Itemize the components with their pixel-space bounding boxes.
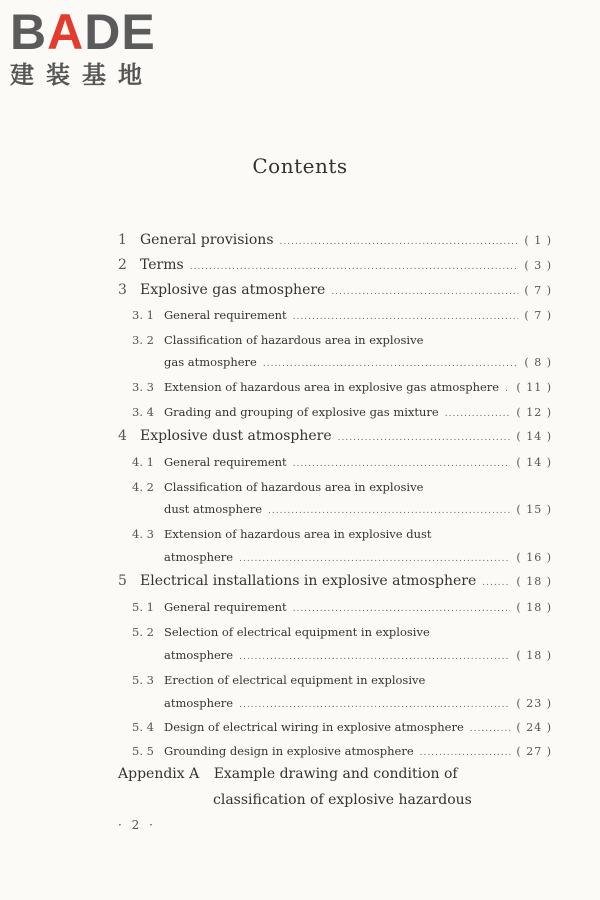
toc-entry-4-1[interactable]: 4. 1 General requirement ..... ( 14 ): [132, 455, 552, 469]
leader-dots: [280, 237, 519, 247]
toc-entry-2[interactable]: 2 Terms ..... ( 3 ): [118, 257, 552, 273]
toc-entry-4-3[interactable]: 4. 3 Extension of hazardous area in explosive dust: [132, 527, 432, 541]
leader-dots: [445, 409, 511, 419]
toc-entry-5-3[interactable]: 5. 3 Erection of electrical equipment in explosive: [132, 673, 426, 687]
leader-dots: [268, 506, 510, 516]
appendix-label: Example drawing and condition of: [213, 766, 458, 782]
leader-dots: [338, 433, 511, 443]
logo-wordmark: BADE: [10, 4, 156, 60]
leader-dots: [239, 554, 510, 564]
logo-subtitle: 建装基地: [10, 61, 154, 89]
toc-entry-3-3[interactable]: 3. 3 Extension of hazardous area in explosive gas atmosphere ..... ( 11 ): [132, 380, 552, 394]
bade-logo: [10, 6, 180, 90]
toc-entry-3-4[interactable]: 3. 4 Grading and grouping of explosive gas mixture ..... ( 12 ): [132, 405, 552, 419]
leader-dots: [331, 287, 518, 297]
page-title: Contents: [252, 154, 348, 178]
toc-entry-4-2-cont[interactable]: dust atmosphere ..... ( 15 ): [164, 502, 552, 516]
leader-dots: [293, 459, 511, 469]
toc-entry-5-2-cont[interactable]: atmosphere ..... ( 18 ): [164, 648, 552, 662]
page-number: · 2 ·: [118, 818, 156, 832]
appendix-prefix: Appendix A: [118, 766, 200, 782]
leader-dots: [482, 578, 510, 588]
toc-entry-3-1[interactable]: 3. 1 General requirement ..... ( 7 ): [132, 308, 552, 322]
toc-entry-3-2[interactable]: 3. 2 Classification of hazardous area in explosive: [132, 333, 424, 347]
leader-dots: [190, 262, 519, 272]
toc-entry-4[interactable]: 4 Explosive dust atmosphere ..... ( 14 ): [118, 428, 552, 444]
toc-entry-5[interactable]: 5 Electrical installations in explosive atmosphere ..... ( 18 ): [118, 573, 552, 589]
toc-entry-4-2[interactable]: 4. 2 Classification of hazardous area in explosive: [132, 480, 424, 494]
toc-entry-3[interactable]: 3 Explosive gas atmosphere ..... ( 7 ): [118, 282, 552, 298]
toc-entry-1[interactable]: 1 General provisions ..... ( 1 ): [118, 232, 552, 248]
toc-entry-5-5[interactable]: 5. 5 Grounding design in explosive atmosphere ..... ( 27 ): [132, 744, 552, 758]
toc-entry-3-2-cont[interactable]: gas atmosphere ..... ( 8 ): [164, 355, 552, 369]
toc-entry-5-2[interactable]: 5. 2 Selection of electrical equipment in explosive: [132, 625, 430, 639]
toc-entry-appendix-a[interactable]: [118, 766, 458, 782]
toc-entry-5-1[interactable]: 5. 1 General requirement ..... ( 18 ): [132, 600, 552, 614]
leader-dots: [239, 652, 510, 662]
leader-dots: [505, 384, 510, 394]
toc-entry-appendix-a-cont[interactable]: classification of explosive hazardous: [213, 792, 472, 808]
leader-dots: [263, 359, 519, 369]
leader-dots: [293, 604, 511, 614]
toc-entry-5-4[interactable]: 5. 4 Design of electrical wiring in explosive atmosphere ..... ( 24 ): [132, 720, 552, 734]
toc-entry-5-3-cont[interactable]: atmosphere ..... ( 23 ): [164, 696, 552, 710]
leader-dots: [420, 748, 511, 758]
leader-dots: [239, 700, 510, 710]
toc-entry-4-3-cont[interactable]: atmosphere ..... ( 16 ): [164, 550, 552, 564]
leader-dots: [293, 312, 519, 322]
leader-dots: [470, 724, 511, 734]
